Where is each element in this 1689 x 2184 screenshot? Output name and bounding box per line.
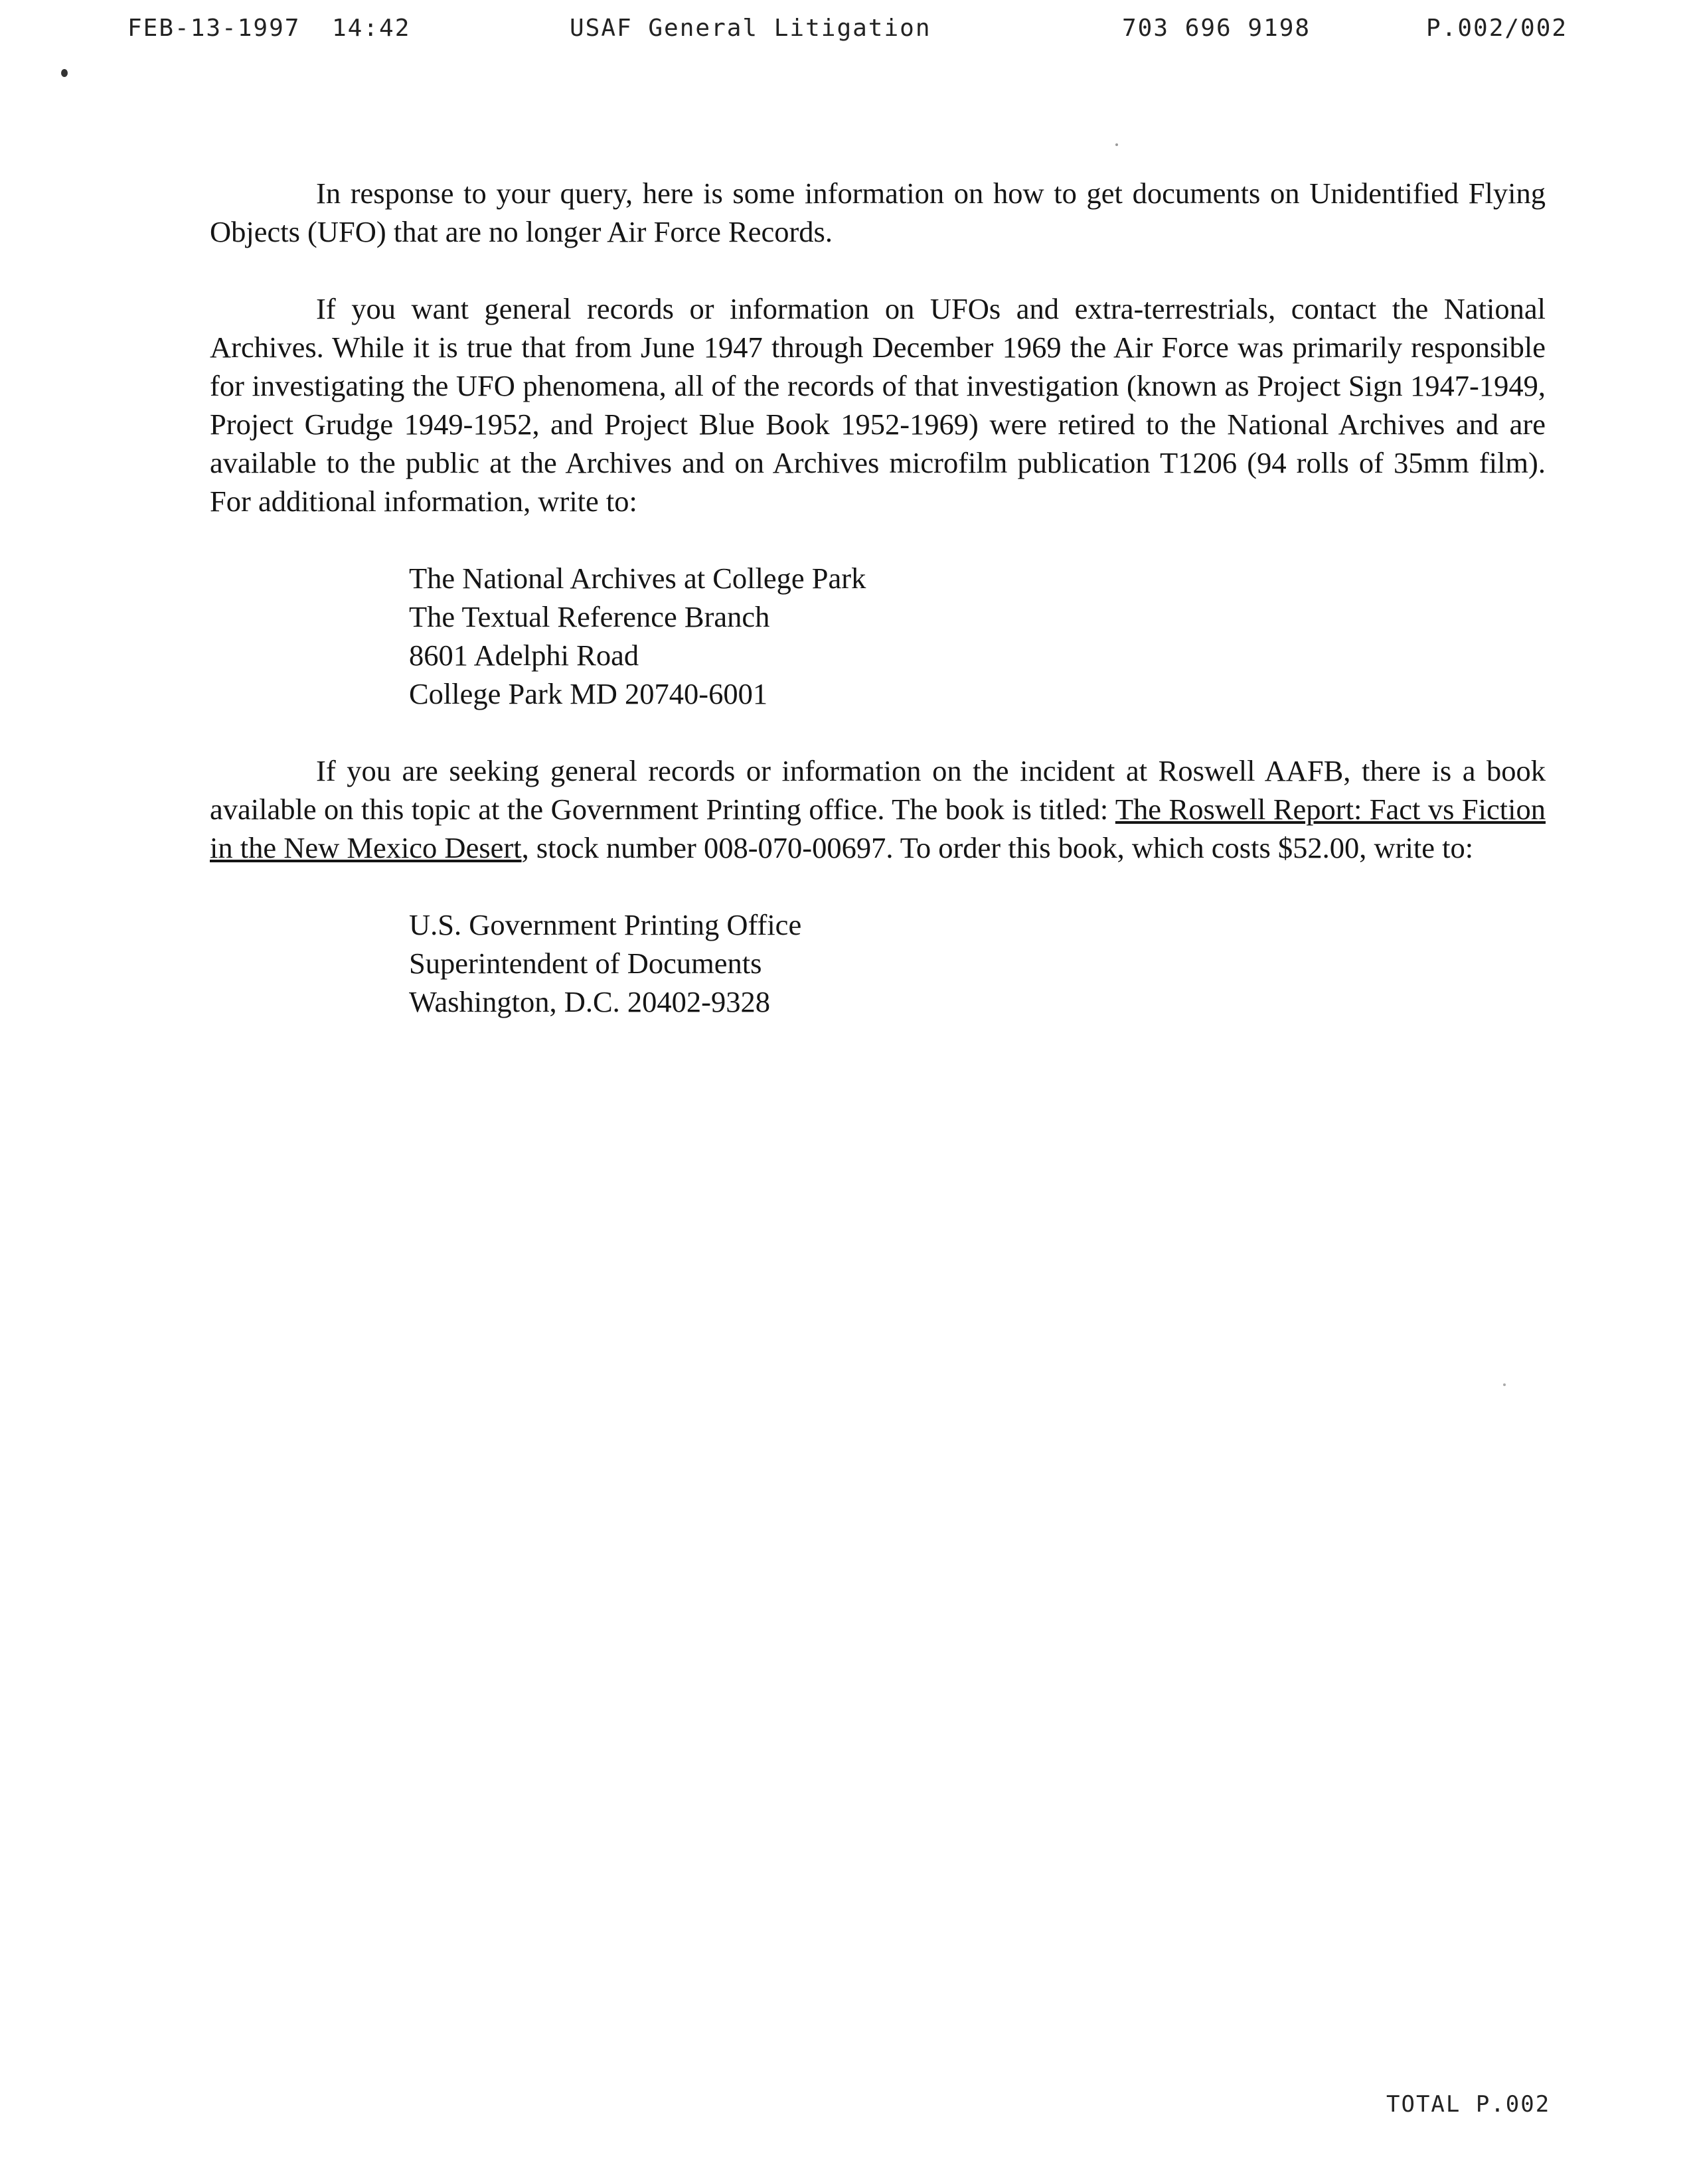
fax-date: FEB-13-1997 [127, 15, 301, 42]
address-government-printing-office [409, 905, 1546, 1021]
letter-body [210, 174, 1546, 1021]
book-title: The Roswell Report: Fact vs Fiction in the New Mexico Desert [210, 793, 1546, 864]
fax-header [0, 15, 1689, 54]
address-national-archives [409, 559, 1546, 713]
paragraph-spacer [210, 713, 1546, 751]
fax-page-number: P.002/002 [1426, 15, 1568, 42]
paragraph-spacer [210, 251, 1546, 289]
address-line: 8601 Adelphi Road [409, 639, 639, 672]
paragraph-roswell-report [210, 751, 1546, 867]
scan-speck-dot [1503, 1383, 1506, 1386]
scan-speck-dot [1115, 143, 1118, 146]
fax-time: 14:42 [332, 15, 411, 42]
address-line: College Park MD 20740-6001 [409, 677, 768, 710]
address-line: The Textual Reference Branch [409, 600, 770, 633]
address-line: U.S. Government Printing Office [409, 908, 802, 941]
roswell-text-after-title: , stock number 008-070-00697. To order this book, which costs $52.00, write to: [521, 831, 1474, 864]
fax-sender-phone: 703 696 9198 [1122, 15, 1311, 42]
roswell-text-before-title: If you are seeking general records or information on the incident at Roswell AAFB, there is a book available on this topic at the Government Printing office. The book is titled: [210, 754, 1546, 826]
fax-sender-organization: USAF General Litigation [570, 15, 931, 42]
paragraph-spacer [210, 520, 1546, 559]
address-line: The National Archives at College Park [409, 562, 866, 595]
scan-speck-mark [61, 69, 68, 77]
address-line: Superintendent of Documents [409, 947, 762, 980]
paragraph-spacer [210, 867, 1546, 905]
address-line: Washington, D.C. 20402-9328 [409, 985, 770, 1018]
paragraph-national-archives: If you want general records or information on UFOs and extra-terrestrials, contact the National Archives. While it is true that from June 1947 through December 1969 the Air Force was primarily responsible for investigating the UFO phenomena, all of the records of that investigation (known as Project Sign 1947-1949, Project Grudge 1949-1952, and Project Blue Book 1952-1969) were retired to the National Archives and are available to the public at the Archives and on Archives microfilm publication T1206 (94 rolls of 35mm film). For additional information, write to: [210, 292, 1546, 518]
paragraph-ufo-query: In response to your query, here is some information on how to get documents on Unidentified Flying Objects (UFO) that are no longer Air Force Records. [210, 177, 1546, 248]
fax-total-pages: TOTAL P.002 [1386, 2091, 1551, 2118]
